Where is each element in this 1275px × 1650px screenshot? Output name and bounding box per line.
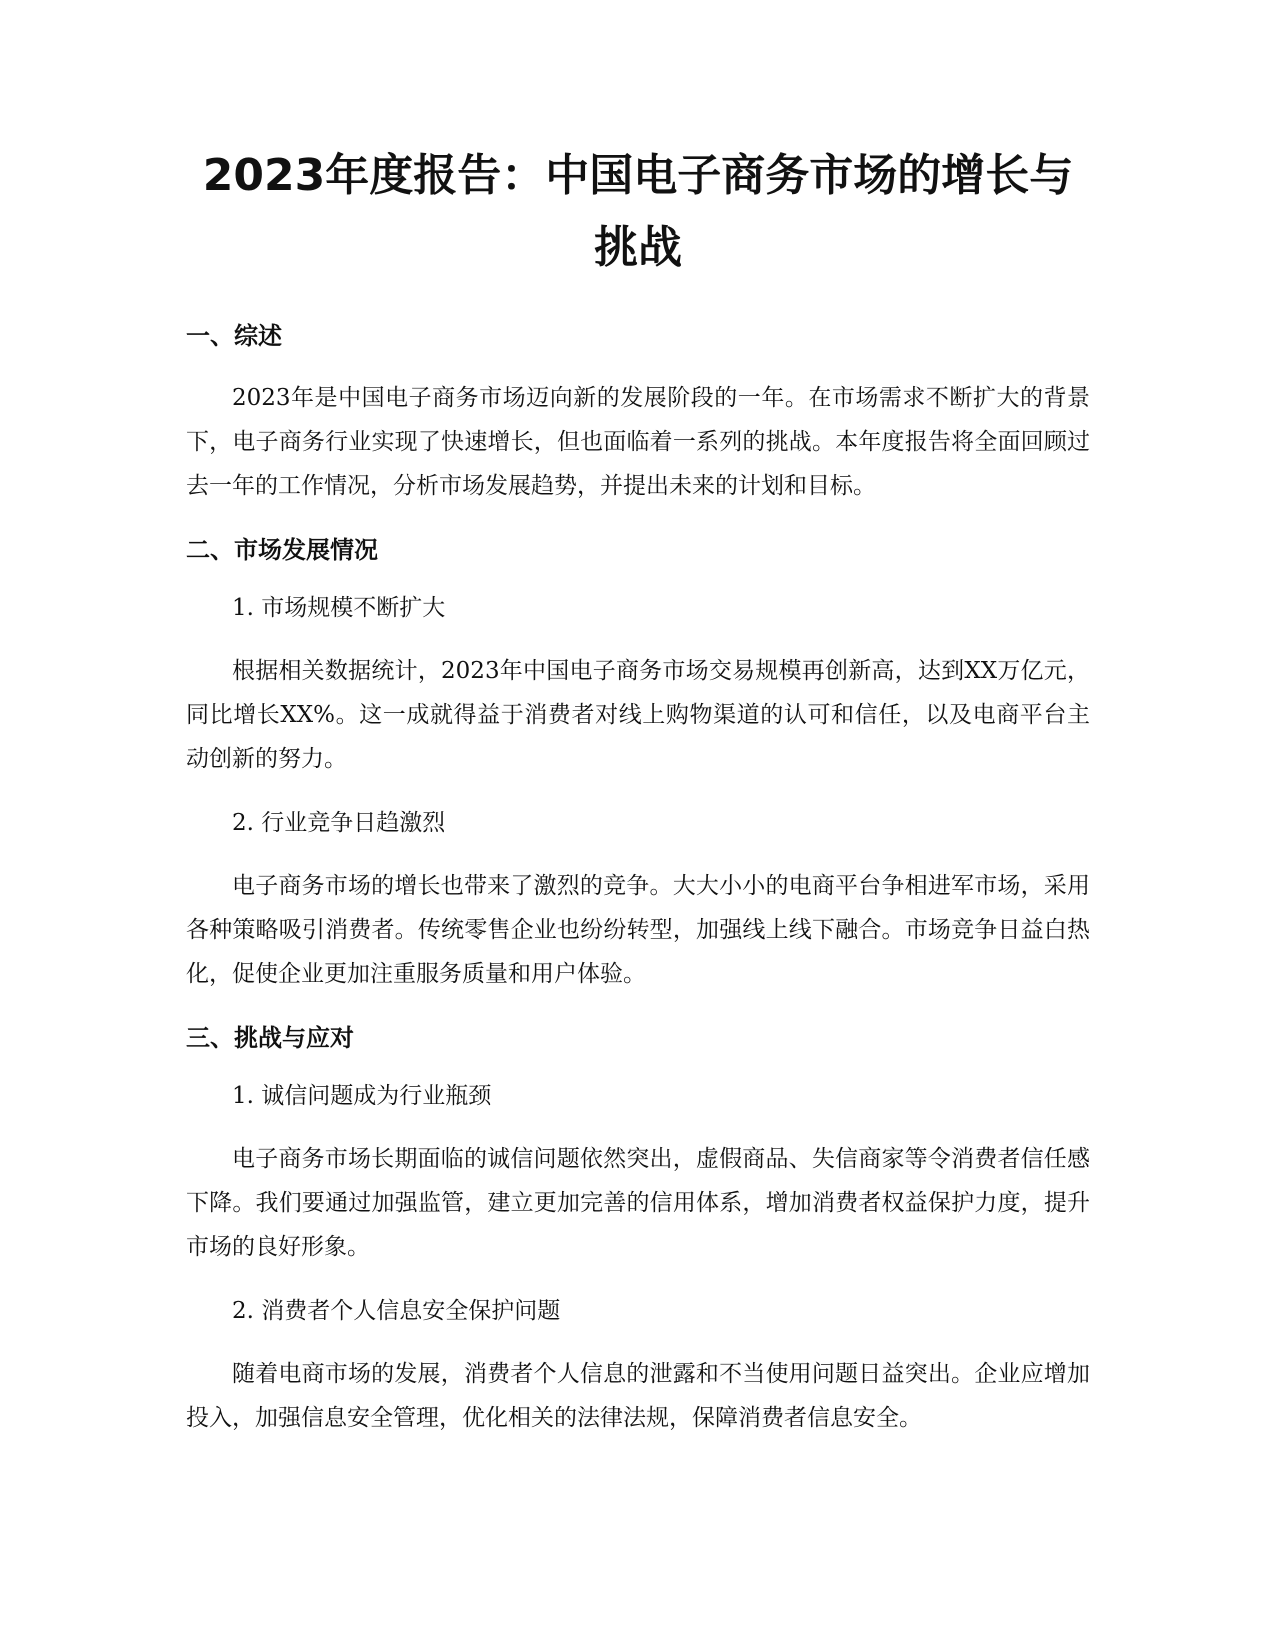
subheading: 2. 消费者个人信息安全保护问题 [232,1298,561,1324]
paragraph: 随着电商市场的发展，消费者个人信息的泄露和不当使用问题日益突出。企业应增加投入，加强信息安全管理，优化相关的法律法规，保障消费者信息安全。 [186,1361,1090,1431]
paragraph: 电子商务市场长期面临的诚信问题依然突出，虚假商品、失信商家等令消费者信任感下降。我们要通过加强监管，建立更加完善的信用体系，增加消费者权益保护力度，提升市场的良好形象。 [186,1146,1090,1260]
subheading: 1. 市场规模不断扩大 [232,595,446,621]
section-overview [186,318,1090,508]
document-title: 2023年度报告：中国电子商务市场的增长与挑战 [202,150,1074,273]
subheading: 2. 行业竞争日趋激烈 [232,810,446,836]
paragraph: 电子商务市场的增长也带来了激烈的竞争。大大小小的电商平台争相进军市场，采用各种策略吸引消费者。传统零售企业也纷纷转型，加强线上线下融合。市场竞争日益白热化，促使企业更加注重服务质量和用户体验。 [186,873,1090,987]
paragraph: 根据相关数据统计，2023年中国电子商务市场交易规模再创新高，达到XX万亿元，同比增长XX%。这一成就得益于消费者对线上购物渠道的认可和信任，以及电商平台主动创新的努力。 [186,658,1090,772]
paragraph: 2023年是中国电子商务市场迈向新的发展阶段的一年。在市场需求不断扩大的背景下，电子商务行业实现了快速增长，但也面临着一系列的挑战。本年度报告将全面回顾过去一年的工作情况，分析市场发展趋势，并提出未来的计划和目标。 [186,385,1090,499]
document-page [186,140,1090,1464]
section-heading: 二、市场发展情况 [186,536,378,564]
section-heading: 一、综述 [186,322,282,350]
subheading: 1. 诚信问题成为行业瓶颈 [232,1083,492,1109]
section-heading: 三、挑战与应对 [186,1024,354,1052]
section-market-development [186,532,1090,996]
section-challenges [186,1020,1090,1440]
